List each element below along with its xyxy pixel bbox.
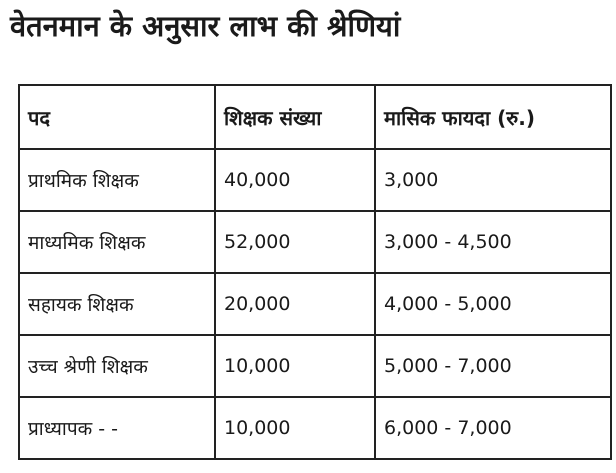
header-teacher-count: शिक्षक संख्या (215, 85, 375, 149)
header-monthly-benefit: मासिक फायदा (रु.) (375, 85, 611, 149)
cell-monthly-benefit: 4,000 - 5,000 (375, 273, 611, 335)
cell-teacher-count: 20,000 (215, 273, 375, 335)
cell-monthly-benefit: 3,000 (375, 149, 611, 211)
table-row (19, 397, 611, 459)
cell-post: प्राथमिक शिक्षक (19, 149, 215, 211)
page-title: वेतनमान के अनुसार लाभ की श्रेणियां (10, 9, 401, 43)
benefit-table (18, 84, 612, 460)
header-post: पद (19, 85, 215, 149)
cell-post: सहायक शिक्षक (19, 273, 215, 335)
table-row (19, 149, 611, 211)
cell-teacher-count: 10,000 (215, 335, 375, 397)
cell-post: माध्यमिक शिक्षक (19, 211, 215, 273)
cell-teacher-count: 40,000 (215, 149, 375, 211)
table-row (19, 273, 611, 335)
table-row (19, 211, 611, 273)
cell-post: उच्च श्रेणी शिक्षक (19, 335, 215, 397)
cell-monthly-benefit: 6,000 - 7,000 (375, 397, 611, 459)
cell-post: प्राध्यापक - - (19, 397, 215, 459)
cell-monthly-benefit: 3,000 - 4,500 (375, 211, 611, 273)
cell-teacher-count: 52,000 (215, 211, 375, 273)
table-row (19, 335, 611, 397)
cell-teacher-count: 10,000 (215, 397, 375, 459)
table-header-row (19, 85, 611, 149)
cell-monthly-benefit: 5,000 - 7,000 (375, 335, 611, 397)
